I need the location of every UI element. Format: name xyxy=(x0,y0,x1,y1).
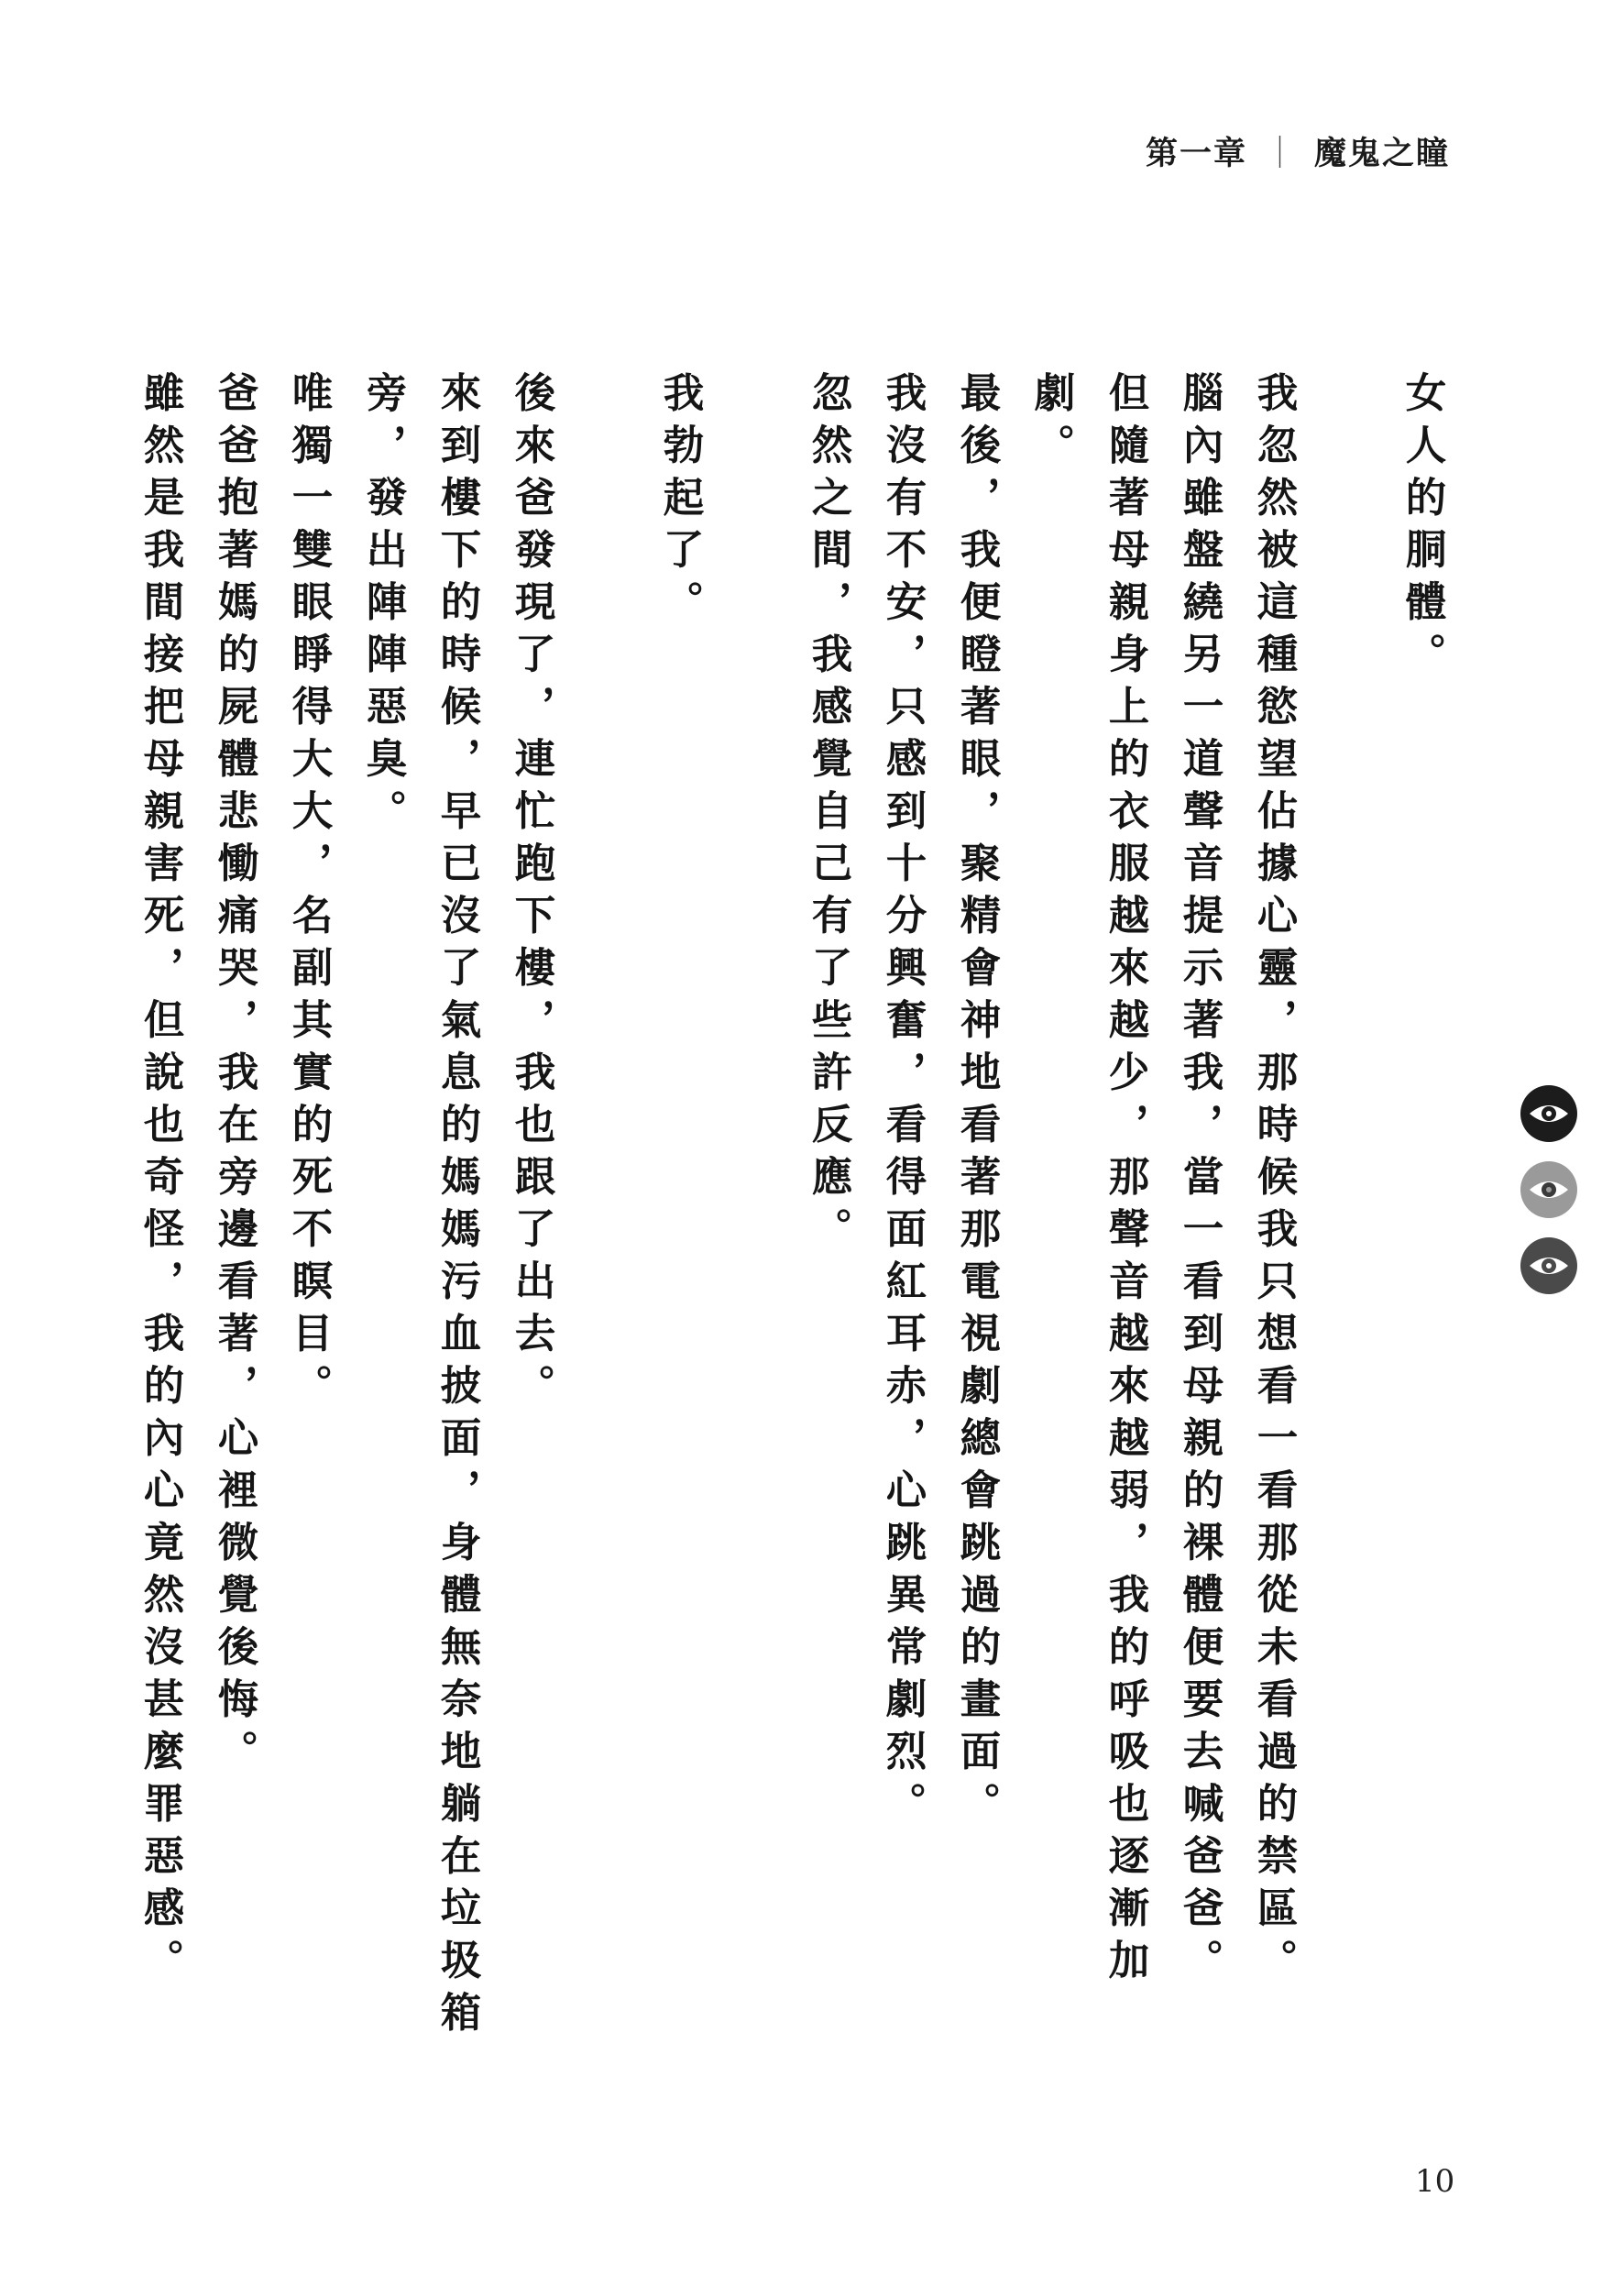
paragraph-gap xyxy=(717,371,791,2049)
paragraph: 我忽然被這種慾望佔據心靈，那時候我只想看一看那從未看過的禁區。 xyxy=(1250,371,1297,1991)
paragraph: 唯獨一雙眼睜得大大，名副其實的死不瞑目。 xyxy=(285,371,332,1416)
header-separator: ｜ xyxy=(1263,136,1298,172)
paragraph: 後來爸發現了，連忙跑下樓，我也跟了出去。 xyxy=(508,371,554,1416)
body-text xyxy=(123,371,1459,2049)
paragraph-gap xyxy=(1311,371,1385,2049)
paragraph: 雖然是我間接把母親害死，但說也奇怪，我的內心竟然沒甚麼罪惡感。 xyxy=(137,371,183,1991)
paragraph: 女人的胴體。 xyxy=(1399,371,1445,685)
paragraph: 我沒有不安，只感到十分興奮，看得面紅耳赤，心跳異常劇烈。 xyxy=(879,371,926,1834)
paragraph: 最後，我便瞪著眼，聚精會神地看著那電視劇總會跳過的畫面。 xyxy=(953,371,1000,1834)
eye-icon xyxy=(1520,1237,1577,1294)
page-number: 10 xyxy=(1415,2163,1455,2200)
paragraph-gap xyxy=(568,371,642,2049)
chapter-label: 第一章 xyxy=(1145,135,1247,172)
eye-icon-strip xyxy=(1520,1085,1579,1313)
paragraph: 我勃起了。 xyxy=(656,371,703,632)
paragraph: 但隨著母親身上的衣服越來越少，那聲音越來越弱，我的呼吸也逐漸加劇。 xyxy=(1027,371,1148,1991)
paragraph: 爸爸抱著媽的屍體悲慟痛哭，我在旁邊看著，心裡微覺後悔。 xyxy=(211,371,258,1782)
eye-icon xyxy=(1520,1161,1577,1218)
paragraph: 來到樓下的時候，早已沒了氣息的媽媽污血披面，身體無奈地躺在垃圾箱旁，發出陣陣惡臭。 xyxy=(359,371,480,2043)
eye-icon xyxy=(1520,1085,1577,1142)
running-header xyxy=(1146,128,1450,174)
paragraph: 忽然之間，我感覺自己有了些許反應。 xyxy=(805,371,851,1259)
paragraph: 腦內雖盤繞另一道聲音提示著我，當一看到母親的裸體便要去喊爸爸。 xyxy=(1176,371,1223,1991)
chapter-title: 魔鬼之瞳 xyxy=(1313,135,1450,172)
